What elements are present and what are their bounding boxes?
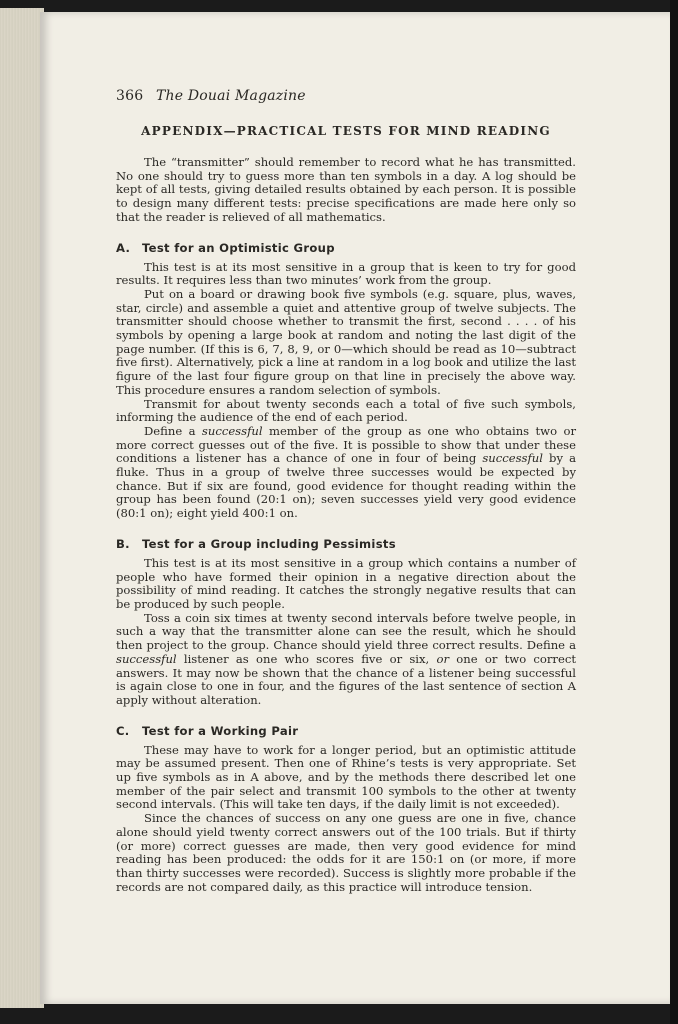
- book-page-edges: [0, 8, 44, 1008]
- text-run: Define a: [144, 423, 202, 438]
- emphasis: or: [436, 651, 450, 666]
- section-title: Test for a Group including Pessimists: [142, 536, 396, 551]
- section-a-heading: [116, 241, 576, 255]
- running-head: [116, 88, 576, 104]
- scan-border: [670, 0, 678, 1024]
- section-letter: B.: [116, 536, 130, 551]
- emphasis: successful: [201, 423, 263, 438]
- text-run: one or two correct answers. It may now be shown that the chance of a listener being successful is again close to one in four, and the figures of the last sentence of section A apply without alteration.: [116, 651, 576, 707]
- text-run: member of the group as one who obtains two or more correct guesses out of the five. It is possible to show that under these conditions a listener has a chance of one in four of being: [116, 423, 576, 466]
- section-a-paragraph-3: Transmit for about twenty seconds each a total of five such symbols, informing the audience of the end of each period.: [116, 396, 576, 425]
- section-title: Test for a Working Pair: [142, 723, 299, 738]
- page-number: 366: [116, 88, 144, 104]
- section-b-paragraph-2: [116, 612, 576, 708]
- emphasis: successful: [116, 651, 177, 666]
- section-a-paragraph-1: This test is at its most sensitive in a group that is keen to try for good results. It requires less than two minutes’ work from the group.: [116, 259, 576, 288]
- section-c-heading: [116, 724, 576, 738]
- text-run: listener as one who scores five or six,: [176, 651, 437, 666]
- intro-paragraph: The “transmitter” should remember to record what he has transmitted. No one should try to guess more than ten symbols in a day. A log should be kept of all tests, giving detailed results obtained by each person. It is possible to design many different tests: precise specifications are made here only so that the reader is relieved of all mathematics.: [116, 155, 576, 224]
- section-a-paragraph-4: [116, 425, 576, 521]
- magazine-title: The Douai Magazine: [155, 88, 306, 104]
- section-c-paragraph-2: Since the chances of success on any one guess are one in five, chance alone should yield twenty correct answers out of the 100 trials. But if thirty (or more) correct guesses are made, then very good evidence for mind reading has been produced: the odds for it are 150:1 on (or more, if more than thirty successes were recorded). Success is slightly more probable if the records are not compared daily, as this practice will introduce tension.: [116, 811, 576, 894]
- appendix-title: APPENDIX—PRACTICAL TESTS FOR MIND READING: [141, 124, 551, 138]
- page-text-block: [116, 88, 576, 894]
- section-b-paragraph-1: This test is at its most sensitive in a group which contains a number of people who have formed their opinion in a negative direction about the possibility of mind reading. It catches the strongly negative results that can be produced by such people.: [116, 555, 576, 611]
- text-run: by a fluke. Thus in a group of twelve three successes would be expected by chance. But if six are found, good evidence for thought reading within the group has been found (20:1 on); seven successes yield very good evidence (80:1 on); eight yield 400:1 on.: [116, 451, 576, 521]
- section-letter: C.: [116, 723, 130, 738]
- section-b-heading: [116, 537, 576, 551]
- emphasis: successful: [482, 451, 543, 466]
- section-letter: A.: [116, 240, 131, 255]
- text-run: Toss a coin six times at twenty second intervals before twelve people, in such a way that the transmitter alone can see the result, which he should then project to the group. Chance should yield three correct results. Define a: [116, 610, 576, 653]
- section-a-paragraph-2: Put on a board or drawing book five symbols (e.g. square, plus, waves, star, circle) and assemble a quiet and attentive group of twelve subjects. The transmitter should choose whether to transmit the first, second . . . . of his symbols by opening a large book at random and noting the last digit of the page number. (If this is 6, 7, 8, 9, or 0—which should be read as 10—subtract five first). Alternatively, pick a line at random in a log book and utilize the last figure of the last four figure group on that line in precisely the above way. This procedure ensures a random selection of symbols.: [116, 286, 576, 397]
- section-title: Test for an Optimistic Group: [142, 240, 335, 255]
- section-c-paragraph-1: These may have to work for a longer period, but an optimistic attitude may be assumed present. Then one of Rhine’s tests is very appropriate. Set up five symbols as in A above, and by the methods there described let one member of the pair select and transmit 100 symbols to the other at twenty second intervals. (This will take ten days, if the daily limit is not exceeded).: [116, 742, 576, 812]
